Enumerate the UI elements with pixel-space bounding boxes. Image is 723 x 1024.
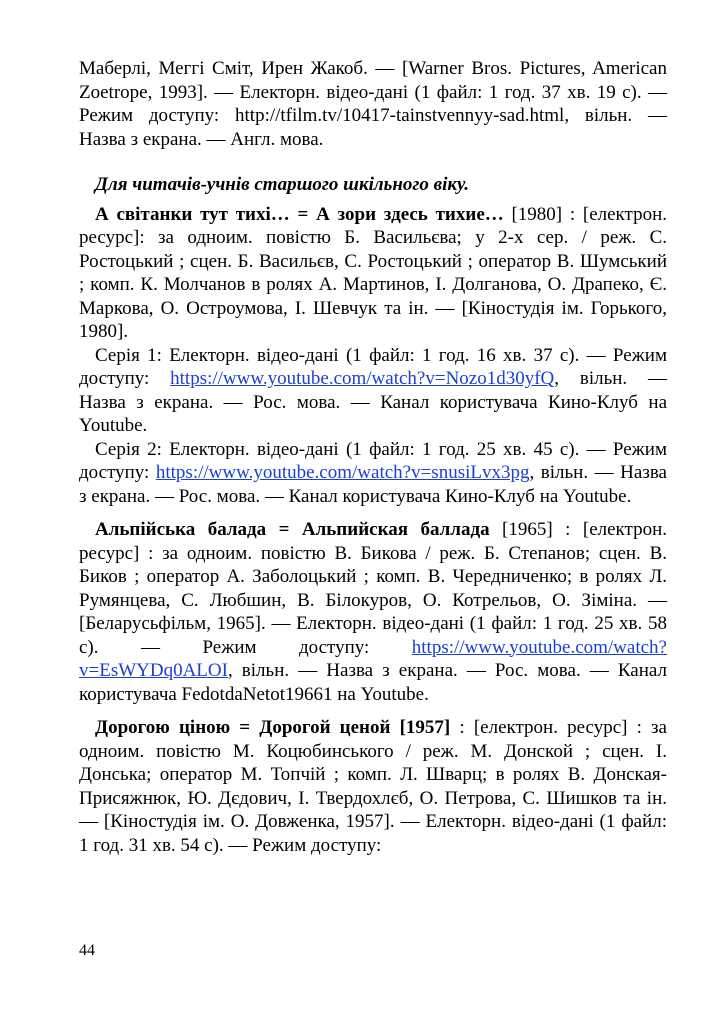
series-paragraph xyxy=(79,344,667,438)
entry-body: : [електрон. ресурс] : за одноим. повістю М. Коцюбинського / реж. М. Донской ; сцен. І. Донська; оператор М. Топчій ; комп. Л. Шварц; в ролях В. Донская-Присяжнюк, Ю. Дєдович, І. Твердохлєб, О. Петрова, С. Шишков та ін. — [Кіностудія ім. О. Довженка, 1957]. — Електорн. відео-дані (1 файл: 1 год. 31 хв. 54 с). — Режим доступу: xyxy=(79,717,667,856)
series-text: , вільн. — Назва з екрана. — Рос. мова. — Канал користувача Кино-Клуб на Youtube. xyxy=(79,368,667,436)
page-number: 44 xyxy=(79,942,95,959)
page-content xyxy=(79,57,667,857)
series-paragraph xyxy=(79,438,667,509)
series-text: , вільн. — Назва з екрана. — Рос. мова. — Канал користувача Кино-Клуб на Youtube. xyxy=(79,462,667,507)
continuation-paragraph: Маберлі, Меггі Сміт, Ирен Жакоб. — [Warner Bros. Pictures, American Zoetrope, 1993]. — Електорн. відео-дані (1 файл: 1 год. 37 хв. 19 с). — Режим доступу: http://tfilm.tv/10417-tainstvennyy-sad.html, вільн. — Назва з екрана. — Англ. мова. xyxy=(79,58,667,150)
entry-title: А світанки тут тихі… = А зори здесь тихие… xyxy=(95,203,504,225)
video-link[interactable]: https://www.youtube.com/watch?v=EsWYDq0ALOI xyxy=(79,636,667,681)
entry-title: Дорогою ціною = Дорогой ценой [1957] xyxy=(95,717,451,738)
entry-body: [1980] : [електрон. ресурс]: за одноим. повістю Б. Васильєва; у 2-х сер. / реж. С. Ростоцький ; сцен. Б. Васильєв, С. Ростоцький ; оператор В. Шумський ; комп. К. Молчанов в ролях А. Мартинов, І. Долганова, О. Драпеко, Є. Маркова, О. Остроумова, І. Шевчук та ін. — [Кіностудія ім. Горького, 1980]. xyxy=(79,203,667,342)
entry-paragraph xyxy=(79,716,667,857)
entry-body: , вільн. — Назва з екрана. — Рос. мова. — Канал користувача FedotdaNetot19661 на Youtube. xyxy=(79,660,667,705)
series-text: Серія 2: Електорн. відео-дані (1 файл: 1 год. 25 хв. 45 с). — Режим доступу: xyxy=(79,438,667,483)
section-heading: Для читачів-учнів старшого шкільного віку. xyxy=(95,174,470,195)
video-link[interactable]: https://www.youtube.com/watch?v=snusiLvx3pg xyxy=(155,462,530,483)
video-link[interactable]: https://www.youtube.com/watch?v=Nozo1d30yfQ xyxy=(170,368,555,389)
series-text: Серія 1: Електорн. відео-дані (1 файл: 1 год. 16 хв. 37 с). — Режим доступу: xyxy=(79,344,667,389)
entry-paragraph xyxy=(79,518,667,706)
entry-body: [1965] : [електрон. ресурс] : за одноим. повістю В. Бикова / реж. Б. Степанов; сцен. В. Биков ; оператор А. Заболоцький ; комп. В. Чередниченко; в ролях Л. Румянцева, С. Любшин, В. Білокуров, О. Котрельов, О. Зіміна. — [Беларусьфільм, 1965]. — Електорн. відео-дані (1 файл: 1 год. 25 хв. 58 с). — Режим доступу: xyxy=(79,519,667,658)
entry-title: Альпійська балада = Альпийская баллада xyxy=(95,519,490,540)
entry-paragraph xyxy=(79,203,667,344)
